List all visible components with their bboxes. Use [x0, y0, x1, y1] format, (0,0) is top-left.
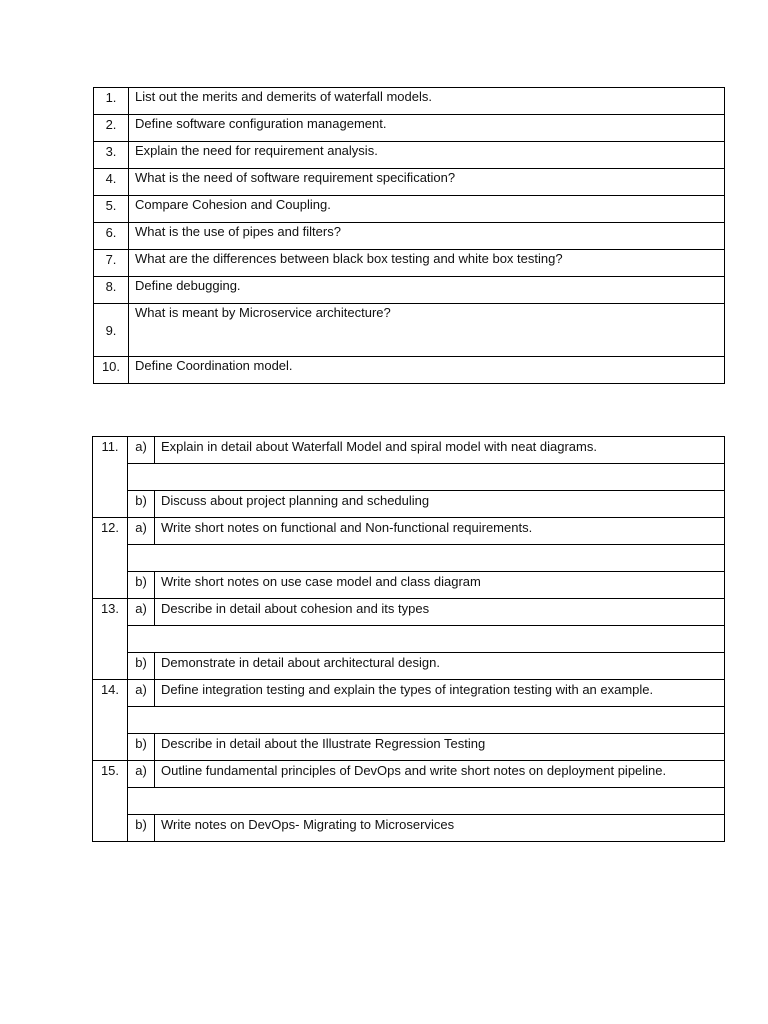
table-row	[94, 115, 725, 142]
sub-question-label: b)	[128, 653, 155, 680]
sub-question-label: a)	[128, 518, 155, 545]
table-row	[94, 304, 725, 357]
question-text: Describe in detail about the Illustrate Regression Testing	[155, 734, 725, 761]
question-number: 5.	[94, 196, 129, 223]
question-text: Define integration testing and explain the types of integration testing with an example.	[155, 680, 725, 707]
sub-question-label: a)	[128, 680, 155, 707]
sub-question-label: a)	[128, 437, 155, 464]
question-text: What is the use of pipes and filters?	[129, 223, 725, 250]
question-text: Define software configuration management.	[129, 115, 725, 142]
table-row	[94, 277, 725, 304]
table-row	[94, 169, 725, 196]
question-text: Explain in detail about Waterfall Model and spiral model with neat diagrams.	[155, 437, 725, 464]
table-row	[93, 734, 725, 761]
question-text: Explain the need for requirement analysis.	[129, 142, 725, 169]
question-text: List out the merits and demerits of waterfall models.	[129, 88, 725, 115]
sub-question-label: b)	[128, 572, 155, 599]
table-row	[93, 545, 725, 572]
table-row	[93, 599, 725, 626]
question-text: Compare Cohesion and Coupling.	[129, 196, 725, 223]
question-text: Write short notes on use case model and class diagram	[155, 572, 725, 599]
table-row	[94, 88, 725, 115]
sub-question-label: a)	[128, 761, 155, 788]
question-number: 6.	[94, 223, 129, 250]
question-number: 11.	[93, 437, 128, 518]
table-row	[93, 761, 725, 788]
question-text: What is meant by Microservice architecture?	[129, 304, 725, 357]
table-row	[94, 196, 725, 223]
table-row	[93, 815, 725, 842]
table-row	[93, 707, 725, 734]
question-text: What are the differences between black box testing and white box testing?	[129, 250, 725, 277]
table-row	[93, 653, 725, 680]
question-text: Write short notes on functional and Non-functional requirements.	[155, 518, 725, 545]
table-row	[93, 680, 725, 707]
question-text: Discuss about project planning and scheduling	[155, 491, 725, 518]
question-text: What is the need of software requirement specification?	[129, 169, 725, 196]
table-row	[93, 572, 725, 599]
question-text: Define debugging.	[129, 277, 725, 304]
answer-gap	[128, 464, 725, 491]
table-row	[93, 491, 725, 518]
question-text: Outline fundamental principles of DevOps and write short notes on deployment pipeline.	[155, 761, 725, 788]
table-row	[93, 788, 725, 815]
answer-gap	[128, 626, 725, 653]
sub-question-label: b)	[128, 491, 155, 518]
sub-question-label: a)	[128, 599, 155, 626]
question-number: 14.	[93, 680, 128, 761]
part-a-question-table	[93, 87, 725, 384]
question-number: 7.	[94, 250, 129, 277]
sub-question-label: b)	[128, 734, 155, 761]
question-text: Write notes on DevOps- Migrating to Microservices	[155, 815, 725, 842]
question-number: 4.	[94, 169, 129, 196]
question-text: Define Coordination model.	[129, 357, 725, 384]
question-number: 13.	[93, 599, 128, 680]
table-row	[94, 357, 725, 384]
question-number: 10.	[94, 357, 129, 384]
table-row	[93, 437, 725, 464]
answer-gap	[128, 788, 725, 815]
table-row	[93, 464, 725, 491]
table-row	[94, 142, 725, 169]
answer-gap	[128, 707, 725, 734]
table-row	[94, 250, 725, 277]
sub-question-label: b)	[128, 815, 155, 842]
question-text: Demonstrate in detail about architectural design.	[155, 653, 725, 680]
answer-gap	[128, 545, 725, 572]
question-number: 9.	[94, 304, 129, 357]
question-text: Describe in detail about cohesion and its types	[155, 599, 725, 626]
question-number: 8.	[94, 277, 129, 304]
part-b-question-table	[92, 436, 725, 842]
table-row	[93, 626, 725, 653]
question-number: 1.	[94, 88, 129, 115]
question-number: 3.	[94, 142, 129, 169]
table-row	[93, 518, 725, 545]
question-number: 2.	[94, 115, 129, 142]
question-number: 12.	[93, 518, 128, 599]
question-number: 15.	[93, 761, 128, 842]
table-row	[94, 223, 725, 250]
